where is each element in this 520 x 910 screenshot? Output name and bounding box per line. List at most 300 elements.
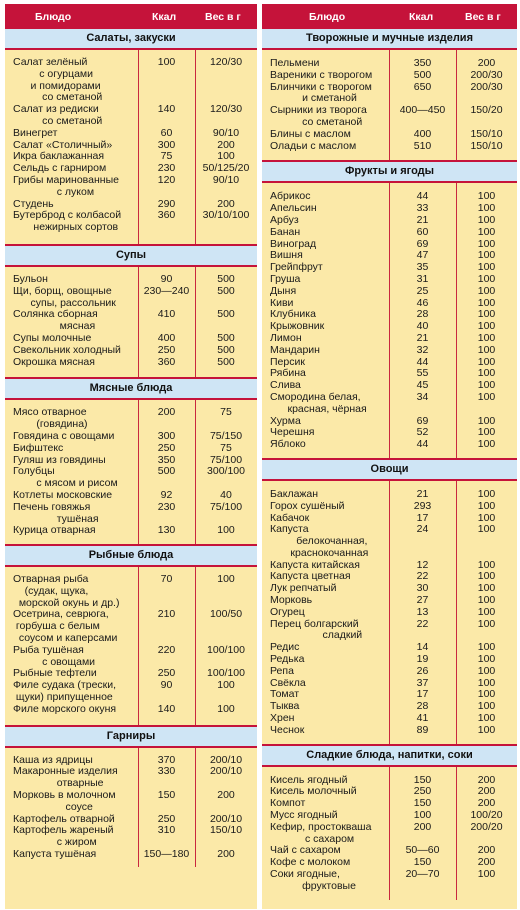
table-row (262, 333, 517, 345)
kcal-value: 230 (157, 500, 176, 513)
kcal-value: 44 (416, 190, 429, 203)
weight-value: 200/10 (209, 753, 243, 766)
section-title: Овощи (262, 458, 517, 481)
weight-value: 300/100 (207, 465, 245, 478)
weight-value: 100 (477, 487, 496, 500)
kcal-value: 17 (416, 511, 429, 524)
table-row (262, 129, 517, 141)
table-row (262, 619, 517, 643)
kcal-value: 69 (416, 237, 429, 250)
dish-name: Бутерброд с колбасой нежирных сортов (13, 209, 122, 234)
dish-name: Голубцы с мясом и рисом (13, 465, 118, 490)
kcal-value: 400 (157, 331, 176, 344)
table-row (5, 609, 257, 644)
table-row (5, 443, 257, 455)
dish-name: Морковь в молочном соусе (13, 789, 116, 813)
weight-value: 200/20 (470, 820, 503, 833)
kcal-value: 250 (157, 441, 176, 454)
weight-value: 100 (477, 617, 496, 630)
weight-value: 100 (477, 414, 496, 427)
weight-value: 100 (477, 308, 496, 321)
kcal-value: 26 (416, 664, 429, 677)
table-row (262, 439, 517, 451)
dish-name: Лимон (270, 331, 302, 344)
weight-value: 90/10 (212, 173, 240, 186)
kcal-value: 300 (157, 138, 176, 151)
kcal-value: 250 (413, 785, 432, 798)
weight-value: 100 (477, 343, 496, 356)
table-header (262, 4, 517, 29)
table-row (5, 333, 257, 345)
kcal-value: 250 (157, 343, 176, 356)
table-row (5, 357, 257, 369)
kcal-value: 24 (416, 523, 429, 536)
kcal-value: 510 (413, 139, 432, 152)
table-row (262, 105, 517, 129)
dish-name: Грейпфрут (270, 261, 323, 274)
kcal-value: 150 (413, 856, 432, 869)
table-row (5, 849, 257, 861)
dish-name: Банан (270, 225, 301, 238)
weight-value: 200 (217, 789, 235, 802)
table-row (5, 680, 257, 704)
dish-name: Апельсин (270, 202, 317, 215)
dish-name: Соки ягодные, фруктовые (270, 868, 356, 892)
weight-value: 100 (477, 272, 496, 285)
dish-name: Икра баклажанная (13, 150, 105, 163)
dish-name: Пельмени (270, 57, 320, 69)
dish-name: Курица отварная (13, 524, 96, 537)
weight-value: 200 (477, 785, 496, 798)
dish-name: Макаронные изделия отварные (13, 765, 118, 790)
dish-name: Говядина с овощами (13, 429, 115, 442)
kcal-value: 360 (157, 209, 176, 222)
left-sections (5, 29, 257, 867)
weight-value: 100 (477, 582, 496, 595)
weight-value: 75/100 (209, 453, 243, 466)
table-row (5, 645, 257, 669)
section-body (262, 767, 517, 900)
dish-name: Хурма (270, 414, 301, 427)
dish-name: Мандарин (270, 343, 320, 356)
table-header (5, 4, 257, 29)
dish-name: Кефир, простокваша с сахаром (270, 820, 372, 845)
dish-name: Филе судака (трески, щуки) припущенное (13, 679, 117, 704)
kcal-value: 370 (157, 753, 176, 766)
kcal-value: 52 (416, 426, 429, 439)
dish-name: Персик (270, 355, 305, 368)
dish-name: Арбуз (270, 213, 299, 226)
kcal-value: 650 (413, 80, 432, 93)
kcal-value: 220 (157, 643, 176, 656)
dish-name: Черешня (270, 426, 315, 439)
table-row (5, 407, 257, 431)
weight-value: 100 (477, 523, 496, 536)
weight-value: 75/150 (209, 429, 243, 442)
dish-name: Чеснок (270, 723, 305, 736)
table-row (5, 274, 257, 286)
weight-value: 500 (217, 331, 235, 344)
kcal-value: 400—450 (399, 104, 446, 117)
dish-name: Гуляш из говядины (13, 453, 106, 466)
table-row (5, 104, 257, 128)
dish-name: Картофель отварной (13, 812, 115, 825)
dish-name: Томат (270, 688, 300, 701)
kcal-value: 60 (416, 225, 429, 238)
table-row (5, 128, 257, 140)
kcal-value: 50—60 (405, 844, 440, 857)
dish-name: Оладьи с маслом (270, 139, 357, 152)
dish-name: Дыня (270, 284, 297, 297)
table-row (5, 345, 257, 357)
weight-value: 100 (477, 868, 496, 881)
weight-value: 100 (477, 664, 496, 677)
kcal-value: 75 (160, 150, 173, 163)
table-row (5, 790, 257, 814)
weight-value: 500 (217, 308, 235, 321)
kcal-value: 410 (157, 308, 176, 321)
kcal-value: 20—70 (405, 868, 440, 881)
kcal-value: 60 (160, 126, 173, 139)
dish-name: Печень говяжья тушёная (13, 500, 99, 525)
dish-name: Репа (270, 664, 294, 677)
kcal-value: 360 (157, 355, 176, 368)
dish-name: Крыжовник (270, 320, 325, 333)
col-dish-header: Блюдо (309, 11, 346, 23)
dish-name: Смородина белая, красная, чёрная (270, 390, 367, 415)
right-column (262, 4, 517, 909)
weight-value: 150/20 (470, 104, 503, 117)
kcal-value: 70 (160, 573, 173, 586)
kcal-value: 19 (416, 653, 429, 666)
section-title: Рыбные блюда (5, 544, 257, 567)
weight-value: 200 (477, 773, 496, 786)
table-row (5, 574, 257, 609)
section-body (5, 400, 257, 544)
weight-value: 200/30 (470, 80, 503, 93)
weight-value: 100 (217, 524, 235, 537)
dish-name: Огурец (270, 605, 305, 618)
dish-name: Винегрет (13, 126, 58, 139)
dish-name: Абрикос (270, 190, 311, 203)
kcal-value: 14 (416, 641, 429, 654)
kcal-value: 35 (416, 261, 429, 274)
table-row (5, 825, 257, 849)
kcal-value: 300 (157, 429, 176, 442)
kcal-value: 13 (416, 605, 429, 618)
table-row (5, 704, 257, 716)
dish-name: Кисель молочный (270, 785, 357, 798)
dish-name: Перец болгарский сладкий (270, 617, 363, 642)
weight-value: 100 (217, 150, 235, 163)
kcal-value: 55 (416, 367, 429, 380)
kcal-value: 140 (157, 702, 176, 715)
dish-name: Клубника (270, 308, 316, 321)
dish-name: Каша из ядрицы (13, 753, 93, 766)
kcal-value: 22 (416, 570, 429, 583)
table-row (262, 489, 517, 501)
weight-value: 100 (477, 511, 496, 524)
kcal-value: 350 (157, 453, 176, 466)
kcal-value: 28 (416, 700, 429, 713)
section-title: Творожные и мучные изделия (262, 29, 517, 50)
kcal-value: 69 (416, 414, 429, 427)
weight-value: 100 (477, 261, 496, 274)
weight-value: 100/20 (470, 809, 503, 822)
weight-value: 120/30 (209, 56, 243, 68)
dish-name: Вишня (270, 249, 303, 262)
weight-value: 50/125/20 (202, 162, 250, 175)
weight-value: 200 (477, 797, 496, 810)
kcal-value: 150 (413, 773, 432, 786)
weight-value: 200 (477, 856, 496, 869)
kcal-value: 40 (416, 320, 429, 333)
dish-name: Капуста тушёная (13, 848, 97, 861)
weight-value: 100 (477, 296, 496, 309)
kcal-value: 89 (416, 723, 429, 736)
weight-value: 100 (477, 367, 496, 380)
dish-name: Капуста белокочанная, краснокочанная (270, 523, 369, 559)
weight-value: 100/100 (207, 643, 245, 656)
kcal-value: 310 (157, 824, 176, 837)
weight-value: 100 (217, 573, 235, 586)
dish-name: Лук репчатый (270, 582, 337, 595)
section-body (262, 481, 517, 744)
dish-name: Рыба тушёная с овощами (13, 643, 96, 668)
weight-value: 100 (477, 688, 496, 701)
dish-name: Баклажан (270, 487, 319, 500)
kcal-value: 200 (413, 820, 432, 833)
dish-name: Супы молочные (13, 331, 92, 344)
dish-name: Капуста цветная (270, 570, 351, 583)
kcal-value: 44 (416, 355, 429, 368)
table-row (5, 286, 257, 310)
dish-name: Киви (270, 296, 294, 309)
kcal-value: 140 (157, 103, 176, 116)
section-title: Мясные блюда (5, 377, 257, 400)
weight-value: 100 (477, 379, 496, 392)
kcal-value: 28 (416, 308, 429, 321)
kcal-value: 33 (416, 202, 429, 215)
dish-name: Блины с маслом (270, 127, 351, 140)
weight-value: 100 (477, 237, 496, 250)
section-body (5, 567, 257, 725)
weight-value: 100 (477, 605, 496, 618)
kcal-value: 150—180 (143, 848, 190, 861)
dish-name: Бульон (13, 272, 48, 285)
dish-name: Блинчики с творогом и сметаной (270, 80, 372, 105)
dish-name: Морковь (270, 594, 313, 607)
kcal-value: 250 (157, 667, 176, 680)
dish-name: Рыбные тефтели (13, 667, 97, 680)
kcal-value: 47 (416, 249, 429, 262)
kcal-value: 31 (416, 272, 429, 285)
weight-value: 100 (477, 213, 496, 226)
kcal-value: 22 (416, 617, 429, 630)
table-row (262, 666, 517, 678)
table-row (262, 392, 517, 416)
kcal-value: 150 (413, 797, 432, 810)
weight-value: 100 (477, 331, 496, 344)
kcal-value: 250 (157, 812, 176, 825)
dish-name: Свекольник холодный (13, 343, 121, 356)
kcal-value: 21 (416, 213, 429, 226)
col-weight-header: Вес в г (205, 11, 241, 23)
table-row (262, 286, 517, 298)
kcal-value: 330 (157, 765, 176, 778)
section-body (5, 748, 257, 867)
table-row (5, 431, 257, 443)
weight-value: 120/30 (209, 103, 243, 116)
table-row (5, 175, 257, 199)
weight-value: 100 (477, 594, 496, 607)
right-sections (262, 29, 517, 900)
kcal-value: 25 (416, 284, 429, 297)
table-row (262, 274, 517, 286)
kcal-value: 290 (157, 197, 176, 210)
table-row (262, 227, 517, 239)
dish-name: Мясо отварное (говядина) (13, 406, 88, 431)
kcal-value: 17 (416, 688, 429, 701)
weight-value: 500 (217, 284, 235, 297)
section-title: Сладкие блюда, напитки, соки (262, 744, 517, 767)
dish-name: Салат из редиски со сметаной (13, 103, 103, 127)
dish-name: Вареники с творогом (270, 68, 373, 81)
kcal-value: 100 (413, 809, 432, 822)
table-row (262, 869, 517, 893)
section-title: Салаты, закуски (5, 29, 257, 50)
kcal-value: 293 (413, 499, 432, 512)
weight-value: 200/10 (209, 765, 243, 778)
table-row (5, 210, 257, 234)
table-row (262, 607, 517, 619)
weight-value: 150/10 (470, 127, 503, 140)
dish-name: Хрен (270, 712, 295, 725)
dish-name: Чай с сахаром (270, 844, 341, 857)
weight-value: 75 (220, 441, 232, 454)
dish-name: Студень (13, 197, 54, 210)
kcal-value: 500 (413, 68, 432, 81)
kcal-value: 30 (416, 582, 429, 595)
table-row (262, 725, 517, 737)
kcal-value: 21 (416, 331, 429, 344)
section-body (5, 50, 257, 244)
weight-value: 100 (477, 641, 496, 654)
section-body (262, 50, 517, 160)
table-row (262, 822, 517, 846)
weight-value: 100 (477, 712, 496, 725)
weight-value: 100 (477, 653, 496, 666)
weight-value: 100 (477, 570, 496, 583)
dish-name: Рябина (270, 367, 306, 380)
weight-value: 500 (217, 272, 235, 285)
weight-value: 100/50 (209, 608, 243, 621)
table-row (262, 70, 517, 82)
weight-value: 200 (477, 57, 496, 69)
dish-name: Котлеты московские (13, 488, 113, 501)
kcal-value: 210 (157, 608, 176, 621)
dish-name: Кисель ягодный (270, 773, 348, 786)
kcal-value: 46 (416, 296, 429, 309)
table-row (262, 215, 517, 227)
dish-name: Окрошка мясная (13, 355, 95, 368)
dish-name: Щи, борщ, овощные супы, рассольник (13, 284, 116, 309)
dish-name: Свёкла (270, 676, 306, 689)
weight-value: 500 (217, 355, 235, 368)
weight-value: 150/10 (209, 824, 243, 837)
kcal-value: 500 (157, 465, 176, 478)
weight-value: 100 (477, 676, 496, 689)
weight-value: 100 (477, 723, 496, 736)
weight-value: 90/10 (212, 126, 240, 139)
section-body (262, 183, 517, 458)
dish-name: Грибы маринованные с луком (13, 173, 119, 198)
dish-name: Бифштекс (13, 441, 64, 454)
kcal-value: 120 (157, 173, 176, 186)
col-weight-header: Вес в г (465, 11, 501, 23)
kcal-value: 37 (416, 676, 429, 689)
weight-value: 100 (477, 426, 496, 439)
section-title: Фрукты и ягоды (262, 160, 517, 183)
weight-value: 100 (217, 702, 235, 715)
weight-value: 100 (477, 249, 496, 262)
dish-name: Сырники из творога со сметаной (270, 104, 367, 128)
table-row (262, 524, 517, 559)
kcal-value: 32 (416, 343, 429, 356)
dish-name: Картофель жареный с жиром (13, 824, 114, 849)
dish-name: Салат «Столичный» (13, 138, 113, 151)
table-row (5, 490, 257, 502)
table-row (262, 82, 517, 106)
weight-value: 40 (220, 488, 232, 501)
kcal-value: 230 (157, 162, 176, 175)
weight-value: 100 (477, 390, 496, 403)
table-row (262, 501, 517, 513)
weight-value: 150/10 (470, 139, 503, 152)
dish-name: Сельдь с гарниром (13, 162, 107, 175)
weight-value: 100 (477, 225, 496, 238)
weight-value: 200 (217, 138, 235, 151)
weight-value: 200 (217, 848, 235, 861)
col-kcal-header: Ккал (409, 11, 434, 23)
table-row (5, 57, 257, 104)
kcal-value: 90 (160, 272, 173, 285)
section-title: Супы (5, 244, 257, 267)
weight-value: 100 (477, 438, 496, 451)
kcal-value: 41 (416, 712, 429, 725)
kcal-value: 90 (160, 679, 173, 692)
dish-name: Салат зелёный с огурцами и помидорами со сметаной (13, 56, 103, 104)
dish-name: Отварная рыба (судак, щука, морской окунь и др.) (13, 573, 120, 609)
weight-value: 100 (477, 355, 496, 368)
weight-value: 100 (477, 284, 496, 297)
kcal-value: 350 (413, 57, 432, 69)
weight-value: 200 (477, 844, 496, 857)
weight-value: 100/100 (207, 667, 245, 680)
weight-value: 30/10/100 (202, 209, 250, 222)
dish-name: Груша (270, 272, 301, 285)
left-column (5, 4, 257, 909)
weight-value: 200 (217, 197, 235, 210)
weight-value: 100 (477, 700, 496, 713)
table-row (262, 345, 517, 357)
kcal-value: 400 (413, 127, 432, 140)
col-kcal-header: Ккал (152, 11, 177, 23)
table-row (262, 141, 517, 153)
section-body (5, 267, 257, 377)
kcal-value: 45 (416, 379, 429, 392)
kcal-value: 44 (416, 438, 429, 451)
